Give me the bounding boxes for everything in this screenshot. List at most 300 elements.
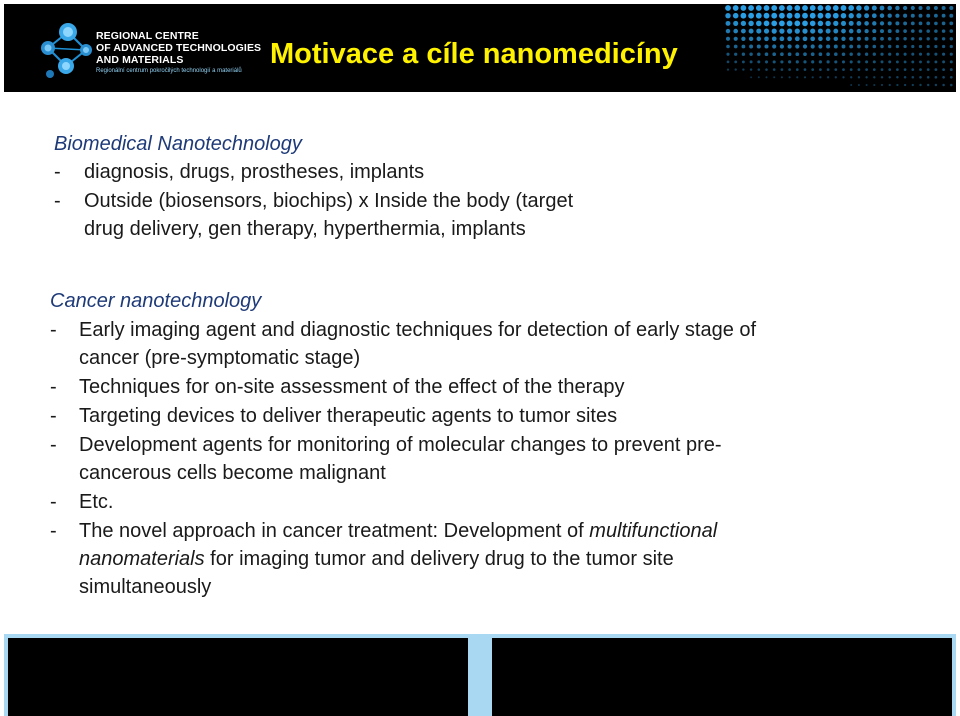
footer-band — [4, 634, 956, 716]
decorative-dot — [918, 6, 922, 10]
decorative-dot — [789, 76, 791, 78]
decorative-dot — [841, 13, 847, 19]
decorative-dot — [812, 76, 814, 78]
decorative-dot — [872, 29, 876, 33]
bullet-text: diagnosis, drugs, prostheses, implants — [84, 161, 425, 183]
decorative-dot — [904, 53, 907, 56]
decorative-dot — [810, 5, 816, 11]
decorative-dot — [833, 21, 838, 26]
bullet-text: Development agents for monitoring of molecular changes to prevent pre- — [79, 434, 722, 456]
decorative-dot — [896, 29, 900, 33]
decorative-dot — [888, 60, 891, 63]
decorative-dot — [919, 45, 922, 48]
decorative-dot — [881, 60, 884, 63]
decorative-dot — [942, 6, 946, 10]
decorative-dot — [880, 53, 883, 56]
decorative-dot — [935, 76, 938, 79]
decorative-dot — [880, 29, 884, 33]
decorative-dot — [833, 13, 839, 19]
decorative-dot — [742, 60, 745, 63]
decorative-dot — [919, 84, 921, 86]
decorative-dot — [872, 13, 877, 18]
decorative-dot — [734, 53, 737, 56]
decorative-dot — [919, 76, 922, 79]
decorative-dot — [950, 53, 953, 56]
bullet-text-continued — [79, 546, 674, 572]
decorative-dot — [895, 14, 899, 18]
decorative-dot — [771, 21, 777, 27]
decorative-dot — [919, 22, 923, 26]
decorative-dot — [857, 60, 860, 63]
logo-wordmark — [96, 30, 266, 76]
decorative-dot — [764, 13, 770, 19]
decorative-dot — [725, 5, 731, 11]
decorative-dot — [811, 68, 814, 71]
decorative-dot — [849, 13, 854, 18]
decorative-dot — [794, 13, 800, 19]
decorative-dot — [834, 68, 837, 71]
decorative-dot — [849, 37, 853, 41]
decorative-dot — [772, 28, 777, 33]
decorative-dot — [818, 5, 824, 11]
decorative-dot — [912, 76, 915, 79]
decorative-dot — [881, 84, 883, 86]
decorative-dot — [873, 76, 875, 78]
decorative-dot — [888, 68, 891, 71]
decorative-dot — [841, 5, 847, 11]
decorative-dot — [896, 60, 899, 63]
decorative-dot — [733, 21, 738, 26]
bullet-text-plain: The novel approach in cancer treatment: Development of — [79, 520, 590, 542]
decorative-dot — [927, 68, 930, 71]
decorative-dot — [919, 37, 922, 40]
decorative-dot — [756, 21, 762, 27]
decorative-dot — [942, 84, 945, 87]
decorative-dot — [825, 21, 830, 26]
decorative-dot — [896, 45, 899, 48]
decorative-dot — [810, 21, 816, 27]
decorative-dot — [733, 5, 739, 11]
decorative-dot — [903, 14, 907, 18]
decorative-dot — [750, 60, 753, 63]
decorative-dot — [950, 76, 953, 79]
decorative-dot — [842, 52, 846, 56]
decorative-dot — [787, 5, 793, 11]
decorative-dot — [780, 52, 784, 56]
decorative-dot — [911, 22, 915, 26]
decorative-dot — [850, 76, 852, 78]
decorative-dot — [819, 52, 823, 56]
decorative-dot — [911, 6, 915, 10]
decorative-dot — [865, 53, 868, 56]
decorative-dot — [881, 68, 884, 71]
decorative-dot — [864, 29, 868, 33]
decorative-dot — [841, 21, 846, 26]
decorative-dot — [773, 76, 775, 78]
decorative-dot — [880, 37, 884, 41]
decorative-dot — [927, 45, 930, 48]
decorative-dot — [827, 60, 830, 63]
decorative-dot — [889, 84, 891, 86]
decorative-dot — [802, 13, 808, 19]
bullet-dash: - — [50, 520, 57, 542]
decorative-dot — [887, 6, 892, 11]
decorative-dot — [841, 37, 845, 41]
decorative-dot — [903, 37, 906, 40]
decorative-dot — [864, 21, 869, 26]
decorative-dot — [895, 6, 899, 10]
decorative-dot — [872, 21, 876, 25]
decorative-dot — [802, 21, 808, 27]
logo-line: REGIONAL CENTRE — [96, 30, 199, 42]
decorative-dot — [834, 52, 838, 56]
decorative-dot — [919, 68, 922, 71]
decorative-dot — [942, 29, 946, 33]
decorative-dot — [764, 5, 770, 11]
decorative-dot — [748, 5, 754, 11]
decorative-dot — [919, 29, 923, 33]
decorative-dot — [726, 37, 730, 41]
decorative-dot — [942, 22, 946, 26]
decorative-dot — [748, 13, 754, 19]
decorative-dot — [911, 60, 914, 63]
bullet-text-plain: for imaging tumor and delivery drug to the tumor site — [204, 548, 674, 570]
decorative-dot — [826, 29, 831, 34]
decorative-dot — [764, 36, 769, 41]
decorative-dot — [927, 60, 930, 63]
decorative-dot — [942, 14, 946, 18]
decorative-dot — [942, 60, 945, 63]
dot-pattern-decoration — [724, 4, 956, 92]
bullet-text — [79, 518, 717, 544]
bullet-dash: - — [50, 376, 57, 398]
decorative-dot — [926, 14, 930, 18]
decorative-dot — [803, 52, 807, 56]
decorative-dot — [811, 60, 814, 63]
decorative-dot — [895, 21, 899, 25]
decorative-dot — [888, 29, 892, 33]
decorative-dot — [749, 45, 753, 49]
decorative-dot — [858, 76, 860, 78]
decorative-dot — [935, 84, 937, 86]
decorative-dot — [873, 68, 876, 71]
decorative-dot — [842, 45, 846, 49]
decorative-dot — [926, 29, 930, 33]
logo-line: OF ADVANCED TECHNOLOGIES — [96, 42, 262, 54]
decorative-dot — [818, 21, 824, 27]
decorative-dot — [934, 22, 938, 26]
decorative-dot — [788, 52, 792, 56]
decorative-dot — [896, 76, 898, 78]
decorative-dot — [733, 29, 738, 34]
bullet-text: Targeting devices to deliver therapeutic agents to tumor sites — [79, 405, 618, 427]
decorative-dot — [833, 5, 839, 11]
bullet-text: Techniques for on-site assessment of the effect of the therapy — [79, 376, 625, 398]
decorative-dot — [919, 53, 922, 56]
decorative-dot — [772, 36, 777, 41]
decorative-dot — [765, 68, 768, 71]
decorative-dot — [765, 60, 768, 63]
decorative-dot — [756, 5, 762, 11]
logo-line: AND MATERIALS — [96, 54, 184, 66]
decorative-dot — [880, 13, 885, 18]
decorative-dot — [950, 45, 953, 48]
decorative-dot — [904, 68, 907, 71]
decorative-dot — [873, 45, 877, 49]
decorative-dot — [888, 53, 891, 56]
decorative-dot — [849, 52, 852, 55]
bullet-text-continued: drug delivery, gen therapy, hyperthermia, implants — [84, 218, 526, 240]
bullet-dash: - — [54, 161, 61, 183]
decorative-dot — [757, 60, 760, 63]
decorative-dot — [757, 52, 761, 56]
decorative-dot — [864, 13, 869, 18]
decorative-dot — [771, 5, 777, 11]
decorative-dot — [950, 84, 953, 87]
decorative-dot — [825, 13, 831, 19]
section-heading: Cancer nanotechnology — [50, 290, 262, 312]
decorative-dot — [856, 13, 861, 18]
decorative-dot — [903, 6, 907, 10]
decorative-dot — [787, 13, 793, 19]
decorative-dot — [942, 45, 945, 48]
decorative-dot — [850, 60, 853, 63]
decorative-dot — [773, 60, 776, 63]
decorative-dot — [764, 29, 769, 34]
decorative-dot — [781, 68, 784, 71]
bullet-dash: - — [50, 319, 57, 341]
decorative-dot — [748, 21, 753, 26]
decorative-dot — [934, 53, 937, 56]
decorative-dot — [880, 21, 884, 25]
decorative-dot — [880, 45, 883, 48]
slide-title: Motivace a cíle nanomedicíny — [270, 38, 678, 70]
decorative-dot — [726, 21, 731, 26]
decorative-dot — [741, 21, 746, 26]
decorative-dot — [818, 29, 823, 34]
decorative-dot — [903, 29, 907, 33]
bullet-text-emphasis: nanomaterials — [79, 548, 205, 570]
decorative-dot — [949, 6, 953, 10]
decorative-dot — [765, 52, 769, 56]
decorative-dot — [734, 45, 738, 49]
decorative-dot — [842, 76, 844, 78]
decorative-dot — [942, 37, 945, 40]
decorative-dot — [819, 60, 822, 63]
decorative-dot — [942, 53, 945, 56]
decorative-dot — [926, 6, 930, 10]
decorative-dot — [850, 84, 852, 86]
decorative-dot — [857, 45, 861, 49]
decorative-dot — [758, 68, 761, 71]
decorative-dot — [934, 14, 938, 18]
decorative-dot — [726, 29, 730, 33]
decorative-dot — [802, 5, 808, 11]
rcptm-logo-icon — [38, 18, 98, 82]
decorative-dot — [825, 5, 831, 11]
decorative-dot — [857, 29, 861, 33]
decorative-dot — [888, 21, 892, 25]
bullet-text-continued: cancerous cells become malignant — [79, 462, 386, 484]
decorative-dot — [950, 68, 953, 71]
decorative-dot — [934, 45, 937, 48]
decorative-dot — [810, 36, 815, 41]
decorative-dot — [942, 76, 945, 79]
decorative-dot — [811, 52, 815, 56]
bullet-text: Outside (biosensors, biochips) x Inside the body (target — [84, 190, 574, 212]
decorative-dot — [750, 68, 752, 70]
decorative-dot — [771, 13, 777, 19]
decorative-dot — [911, 37, 914, 40]
decorative-dot — [934, 6, 938, 10]
decorative-dot — [803, 44, 807, 48]
decorative-dot — [949, 22, 953, 26]
decorative-dot — [788, 60, 791, 63]
decorative-dot — [794, 21, 800, 27]
bullet-text-emphasis: multifunctional — [589, 520, 718, 542]
decorative-dot — [818, 44, 822, 48]
decorative-dot — [779, 13, 785, 19]
decorative-dot — [834, 45, 838, 49]
decorative-dot — [758, 76, 760, 78]
decorative-dot — [795, 28, 800, 33]
decorative-dot — [772, 52, 776, 56]
decorative-dot — [911, 29, 915, 33]
decorative-dot — [896, 84, 898, 86]
decorative-dot — [872, 37, 876, 41]
decorative-dot — [888, 14, 892, 18]
decorative-dot — [826, 37, 831, 42]
decorative-dot — [864, 5, 869, 10]
decorative-dot — [934, 60, 937, 63]
decorative-dot — [826, 44, 830, 48]
decorative-dot — [849, 21, 854, 26]
decorative-dot — [911, 14, 915, 18]
decorative-dot — [796, 60, 799, 63]
decorative-dot — [735, 68, 737, 70]
decorative-dot — [764, 21, 770, 27]
bullet-dash: - — [50, 434, 57, 456]
decorative-dot — [857, 53, 860, 56]
decorative-dot — [725, 13, 730, 18]
decorative-dot — [749, 52, 752, 55]
decorative-dot — [826, 52, 830, 56]
decorative-dot — [818, 37, 823, 42]
decorative-dot — [795, 44, 799, 48]
decorative-dot — [903, 45, 906, 48]
decorative-dot — [881, 76, 883, 78]
decorative-dot — [803, 36, 808, 41]
decorative-dot — [749, 29, 754, 34]
decorative-dot — [912, 84, 914, 86]
decorative-dot — [911, 45, 914, 48]
decorative-dot — [865, 68, 868, 71]
decorative-dot — [727, 68, 729, 70]
decorative-dot — [827, 68, 830, 71]
decorative-dot — [780, 44, 784, 48]
decorative-dot — [865, 37, 869, 41]
decorative-dot — [934, 37, 937, 40]
logo-subtitle: Regionální centrum pokročilých technologií a materiálů — [96, 68, 242, 74]
decorative-dot — [726, 45, 730, 49]
decorative-dot — [804, 76, 806, 78]
decorative-dot — [858, 84, 860, 86]
decorative-dot — [865, 45, 869, 49]
bullet-dash: - — [54, 190, 61, 212]
decorative-dot — [848, 5, 854, 11]
decorative-dot — [796, 68, 799, 71]
decorative-dot — [888, 45, 891, 48]
decorative-dot — [779, 21, 785, 27]
decorative-dot — [818, 13, 824, 19]
decorative-dot — [856, 5, 861, 10]
decorative-dot — [779, 5, 785, 11]
decorative-dot — [741, 5, 747, 11]
decorative-dot — [764, 44, 768, 48]
decorative-dot — [849, 29, 854, 34]
decorative-dot — [835, 76, 837, 78]
decorative-dot — [841, 29, 846, 34]
decorative-dot — [741, 37, 745, 41]
decorative-dot — [850, 68, 853, 71]
decorative-dot — [834, 60, 837, 63]
decorative-dot — [949, 14, 953, 18]
decorative-dot — [865, 76, 867, 78]
decorative-dot — [903, 21, 907, 25]
decorative-dot — [779, 28, 784, 33]
decorative-dot — [741, 29, 746, 34]
decorative-dot — [833, 29, 838, 34]
decorative-dot — [904, 84, 906, 86]
decorative-dot — [927, 84, 929, 86]
decorative-dot — [880, 6, 885, 11]
decorative-dot — [911, 53, 914, 56]
decorative-dot — [780, 60, 783, 63]
bullet-dash: - — [50, 405, 57, 427]
decorative-dot — [849, 45, 853, 49]
decorative-dot — [741, 45, 745, 49]
decorative-dot — [742, 53, 745, 56]
decorative-dot — [780, 36, 785, 41]
decorative-dot — [787, 36, 792, 41]
decorative-dot — [942, 68, 945, 71]
decorative-dot — [904, 60, 907, 63]
decorative-dot — [896, 37, 900, 41]
decorative-dot — [788, 68, 791, 71]
decorative-dot — [734, 61, 737, 64]
decorative-dot — [857, 37, 861, 41]
decorative-dot — [819, 68, 822, 71]
decorative-dot — [742, 68, 744, 70]
decorative-dot — [896, 68, 899, 71]
decorative-dot — [794, 5, 800, 11]
decorative-dot — [781, 76, 783, 78]
bullet-text: Etc. — [79, 491, 114, 513]
decorative-dot — [819, 76, 821, 78]
decorative-dot — [873, 60, 876, 63]
decorative-dot — [842, 68, 845, 71]
decorative-dot — [926, 22, 930, 26]
decorative-dot — [756, 29, 761, 34]
decorative-dot — [733, 13, 739, 19]
footer-block-left — [8, 638, 468, 716]
decorative-dot — [796, 76, 798, 78]
decorative-dot — [727, 61, 730, 64]
decorative-dot — [765, 76, 767, 78]
decorative-dot — [904, 76, 907, 79]
bullet-text: Early imaging agent and diagnostic techniques for detection of early stage of — [79, 319, 757, 341]
decorative-dot — [866, 84, 868, 86]
